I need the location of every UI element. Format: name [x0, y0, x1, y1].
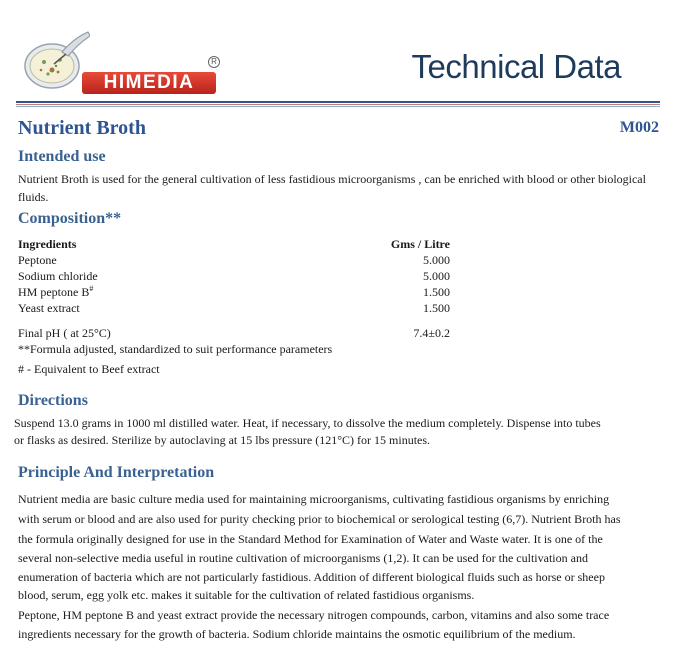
ingredient-amount: 1.500 — [423, 301, 450, 315]
principle-line: Nutrient media are basic culture media used for maintaining microorganisms, cultivating fastidious organisms by enriching — [18, 492, 610, 506]
header-divider — [16, 106, 660, 107]
ingredient-name-wrap — [18, 284, 93, 300]
product-name: Nutrient Broth — [18, 117, 146, 139]
ingredient-name: Yeast extract — [18, 301, 80, 315]
product-code: M002 — [619, 119, 659, 136]
header-divider — [16, 101, 660, 103]
registered-mark: R — [208, 56, 220, 68]
formula-note: **Formula adjusted, standardized to suit performance parameters — [18, 342, 333, 356]
principle-line: enumeration of bacteria which are not particularly fastidious. Addition of different biological fluids such as horse or sheep — [18, 570, 605, 584]
principle-line: Peptone, HM peptone B and yeast extract provide the necessary nitrogen compounds, carbon, vitamins and also some trace — [18, 608, 610, 622]
ingredient-name: Sodium chloride — [18, 269, 98, 283]
intended-use-text: Nutrient Broth is used for the general cultivation of less fastidious microorganisms , can be enriched with blood or other biological fluids. — [18, 172, 646, 204]
final-ph-label: Final pH ( at 25°C) — [18, 326, 111, 340]
composition-header-row — [18, 236, 450, 252]
footnote-hash: # - Equivalent to Beef extract — [18, 362, 160, 376]
composition-heading: Composition** — [18, 210, 122, 227]
column-header-amount: Gms / Litre — [390, 237, 450, 251]
directions-line: Suspend 13.0 grams in 1000 ml distilled water. Heat, if necessary, to dissolve the medium completely. Dispense into tubes — [14, 416, 601, 430]
principle-line: the formula originally designed for use in the Standard Method for Examination of Water and Waste water. It is one of the — [18, 532, 603, 546]
composition-table — [18, 236, 450, 341]
principle-heading: Principle And Interpretation — [18, 464, 215, 481]
document-title: Technical Data — [411, 48, 621, 85]
footnote-marker: # — [89, 284, 94, 293]
ingredient-name: HM peptone B — [18, 285, 90, 299]
table-row — [18, 252, 450, 268]
column-header-ingredients: Ingredients — [18, 237, 77, 251]
directions-line: or flasks as desired. Sterilize by autoclaving at 15 lbs pressure (121°C) for 15 minutes. — [14, 433, 431, 447]
principle-line: with serum or blood and are also used for purity checking prior to biochemical or serological testing (6,7). Nutrient Broth has — [18, 512, 621, 526]
table-row — [18, 268, 450, 284]
himedia-logo — [22, 10, 217, 93]
principle-line: several non-selective media useful in routine cultivation of microorganisms (1,2). It can be used for the cultivation and — [18, 551, 588, 565]
ingredient-amount: 5.000 — [423, 269, 450, 283]
intended-use-heading: Intended use — [18, 148, 106, 165]
final-ph-row — [18, 325, 450, 341]
ingredient-name: Peptone — [18, 253, 57, 267]
principle-line: blood, serum, egg yolk etc. makes it suitable for the cultivation of related fastidious organisms. — [18, 588, 475, 602]
brand-wordmark: HIMEDIA — [82, 72, 216, 94]
ingredient-amount: 1.500 — [423, 285, 450, 299]
header-divider — [16, 104, 660, 105]
petri-dish-icon — [22, 30, 90, 92]
principle-line: ingredients necessary for the growth of bacteria. Sodium chloride maintains the osmotic equilibrium of the medium. — [18, 627, 576, 641]
table-row — [18, 300, 450, 316]
final-ph-value: 7.4±0.2 — [413, 326, 450, 340]
table-row — [18, 284, 450, 300]
ingredient-amount: 5.000 — [423, 253, 450, 267]
directions-heading: Directions — [18, 392, 88, 409]
page-header — [0, 0, 681, 110]
